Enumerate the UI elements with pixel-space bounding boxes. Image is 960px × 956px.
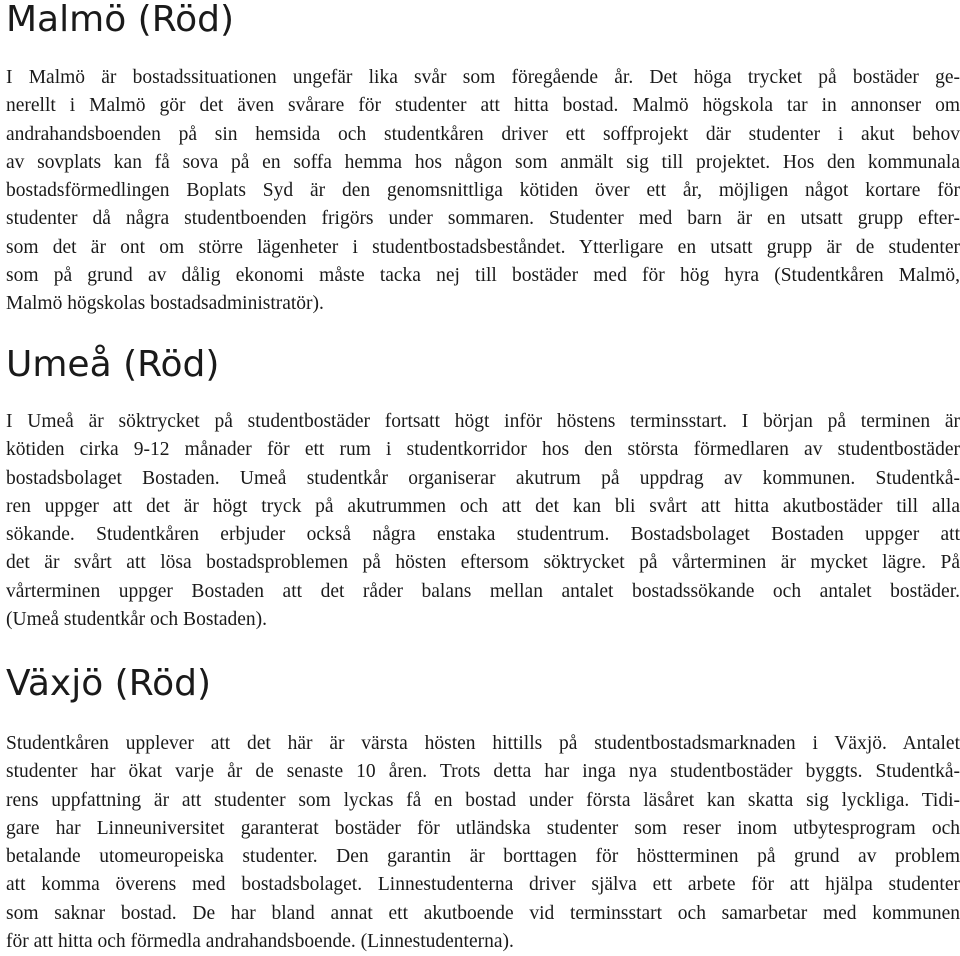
text-line: studenter då några studentboenden frigörs under sommaren. Studenter med barn är en utsatt grupp efter- xyxy=(6,208,960,230)
text-line: att komma överens med bostadsbolaget. Linnestudenterna driver själva ett arbete för att hjälpa studenter xyxy=(6,874,960,896)
text-line: sökande. Studentkåren erbjuder också några enstaka studentrum. Bostadsbolaget Bostaden uppger att xyxy=(6,524,960,546)
section-body-malmo xyxy=(6,64,960,319)
text-line: I Umeå är söktrycket på studentbostäder fortsatt högt inför höstens terminsstart. I början på terminen är xyxy=(6,411,960,432)
text-line: som på grund av dålig ekonomi måste tacka nej till bostäder med för hög hyra (Studentkåren Malmö, xyxy=(6,265,960,287)
text-line: som saknar bostad. De har bland annat ett akutboende vid terminsstart och samarbetar med kommunen xyxy=(6,902,960,924)
text-line: studenter har ökat varje år de senaste 10 åren. Trots detta har inga nya studentbostäder byggts. Studentkå- xyxy=(6,761,960,783)
text-line: nerellt i Malmö gör det även svårare för studenter att hitta bostad. Malmö högskola tar in annonser om xyxy=(6,95,960,117)
text-line: kötiden cirka 9-12 månader för ett rum i studentkorridor hos den största förmedlaren av studentbostäder xyxy=(6,439,960,461)
text-line: andrahandsboenden på sin hemsida och studentkåren driver ett soffprojekt där studenter i akut behov xyxy=(6,123,960,145)
text-line: som det är ont om större lägenheter i studentbostadsbeståndet. Ytterligare en utsatt grupp är de studenter xyxy=(6,236,960,258)
section-heading-umea: Umeå (Röd) xyxy=(6,344,220,385)
section-body-vaxjo xyxy=(6,730,960,956)
text-line: bostadsförmedlingen Boplats Syd är den genomsnittliga kötiden över ett år, möjligen något kortare för xyxy=(6,180,960,202)
text-line: rens uppfattning är att studenter som lyckas få en bostad under första läsåret kan skatta sig lyckliga. Tidi- xyxy=(6,789,960,811)
text-line: I Malmö är bostadssituationen ungefär lika svår som föregående år. Det höga trycket på bostäder ge- xyxy=(6,67,960,88)
text-line: bostadsbolaget Bostaden. Umeå studentkår organiserar akutrum på uppdrag av kommunen. Studentkå- xyxy=(6,467,960,489)
text-line: för att hitta och förmedla andrahandsboende. (Linnestudenterna). xyxy=(6,931,514,953)
text-line: det är svårt att lösa bostadsproblemen på hösten eftersom söktrycket på vårterminen är mycket lägre. På xyxy=(6,552,960,574)
text-line: betalande utomeuropeiska studenter. Den garantin är borttagen för höstterminen på grund av problem xyxy=(6,846,960,868)
section-body-umea xyxy=(6,408,960,634)
section-heading-vaxjo: Växjö (Röd) xyxy=(6,663,212,704)
text-line: Studentkåren upplever att det här är värsta hösten hittills på studentbostadsmarknaden i Växjö. Antalet xyxy=(6,733,960,754)
text-line: av sovplats kan få sova på en soffa hemma hos någon som anmält sig till projektet. Hos den kommunala xyxy=(6,151,960,173)
text-line: (Umeå studentkår och Bostaden). xyxy=(6,609,268,631)
text-line: vårterminen uppger Bostaden att det råder balans mellan antalet bostadssökande och antalet bostäder. xyxy=(6,580,960,602)
text-line: Malmö högskolas bostadsadministratör). xyxy=(6,293,324,315)
text-line: gare har Linneuniversitet garanterat bostäder för utländska studenter som reser inom utbytesprogram och xyxy=(6,817,960,839)
section-heading-malmo: Malmö (Röd) xyxy=(6,0,235,40)
text-line: ren uppger att det är högt tryck på akutrummen och att det kan bli svårt att hitta akutbostäder till alla xyxy=(6,495,960,517)
